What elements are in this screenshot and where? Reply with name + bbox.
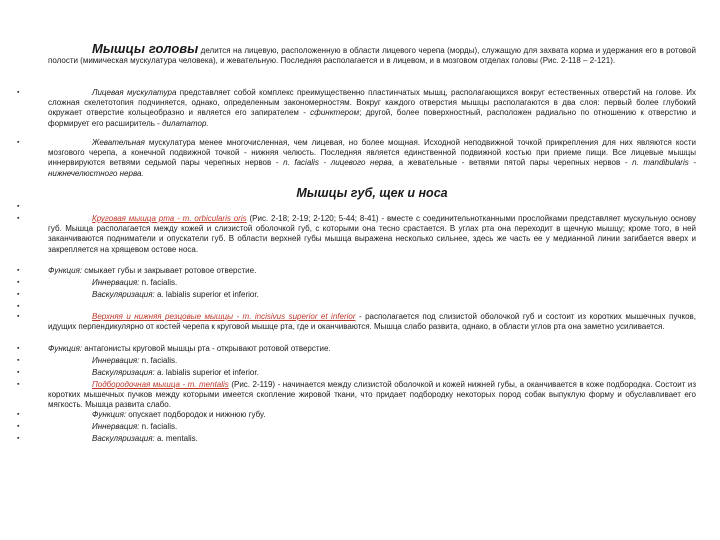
orbicularis-vascularization: Васкуляризация: a. labialis superior et inferior. — [92, 290, 259, 299]
bullet: ▪ — [17, 267, 20, 274]
bullet: ▪ — [17, 303, 20, 310]
bullet: ▪ — [17, 279, 20, 286]
orbicularis-function: Функция: смыкает губы и закрывает ротовое отверстие. — [48, 266, 257, 275]
intro-paragraph: Мышцы головы делится на лицевую, расположенную в области лицевого черепа (морды), служащую для захвата корма и удержания его в ротовой полости (мимическая мускулатура человека), и жевательную. Последняя располагается и в лицевом, и в мозговом отделах головы (Рис. 2-118 – 2-121). — [48, 41, 696, 66]
facial-muscles-paragraph: Лицевая мускулатура представляет собой комплекс преимущественно пластинчатых мышц, располагающихся вокруг естественных отверстий на голове. Их сложная скелетотопия подчиняется, однако, определенным закономерностям. Вокруг каждого отверстия мышцы располагаются в два слоя: первый более глубокий окружает отверстие кольцеобразно и является его запирателем - сфинктером; другой, более поверхностный, расположен радиально по отношению к отверстию и формирует его расширитель - дилататор. — [48, 88, 697, 128]
bullet: ▪ — [17, 369, 20, 376]
heading-muscles-of-head: Мышцы головы — [92, 41, 199, 56]
incisivus-link[interactable]: Верхняя и нижняя резцовые мышцы - m. incisivus superior et inferior — [92, 312, 356, 321]
bullet: ▪ — [17, 203, 20, 210]
bullet: ▪ — [17, 435, 20, 442]
bullet: ▪ — [17, 411, 20, 418]
bullet: ▪ — [17, 291, 20, 298]
mentalis-paragraph: Подбородочная мышца - m. mentalis (Рис. 2-119) - начинается между слизистой оболочкой и кожей нижней губы, а оканчивается в коже подбородка. Состоит из коротких мышечных пучков между которыми имеется скопление жировой ткани, что придает подбородку некоторых пород собак выпуклую форму и обуславливает его мягкость. Мышца развита слабо. — [48, 380, 697, 410]
orbicularis-paragraph: Круговая мышца рта - m. orbicularis oris (Рис. 2-18; 2-19; 2-120; 5-44; 8-41) - вместе с соединительнотканными прослойками представляет мускульную основу губ. Мышца располагается между кожей и слизистой оболочкой губ, с которыми она тесно срастается. В углах рта она переходит в щечную мышцу; кроме того, в ней заканчиваются подниматели и опускатели губ. В области верхней губы мышца выражена несколько сильнее, здесь же часть ее у медианной линии загибается вверх и закрепляется на хрящевом остове носа. — [48, 214, 696, 254]
bullet: ▪ — [17, 357, 20, 364]
incisivus-innervation: Иннервация: n. facialis. — [92, 356, 178, 365]
bullet: ▪ — [17, 381, 20, 388]
mentalis-innervation: Иннервация: n. facialis. — [92, 422, 178, 431]
incisivus-function: Функция: антагонисты круговой мышцы рта - открывают ротовой отверстие. — [48, 344, 331, 353]
incisivus-vascularization: Васкуляризация: a. labialis superior et inferior. — [92, 368, 259, 377]
mentalis-vascularization: Васкуляризация: a. mentalis. — [92, 434, 198, 443]
bullet: ▪ — [17, 423, 20, 430]
orbicularis-innervation: Иннервация: n. facialis. — [92, 278, 178, 287]
bullet: ▪ — [17, 313, 20, 320]
incisivus-paragraph: Верхняя и нижняя резцовые мышцы - m. incisivus superior et inferior - располагается под слизистой оболочкой губ и состоит из коротких мышечных пучков, идущих перпендикулярно от костей черепа к круговой мышце рта, где и оканчиваются. Мышца слабо развита, однако, в области углов рта она заметно усиливается. — [48, 312, 696, 332]
bullet: ▪ — [17, 89, 20, 96]
mentalis-link[interactable]: Подбородочная мышца - m. mentalis — [92, 380, 229, 389]
bullet: ▪ — [17, 345, 20, 352]
orbicularis-link[interactable]: Круговая мышца рта - m. orbicularis oris — [92, 214, 247, 223]
chewing-muscles-paragraph: Жевательная мускулатура менее многочисленная, чем лицевая, но более мощная. Исходной неподвижной точкой прикрепления для них являются кости мозгового черепа, а конечной подвижной точкой - нижняя челюсть. Последняя является единственной подвижной костью при приеме пищи. Все лицевые мышцы иннервируются ветвями седьмой пары черепных нервов - n. facialis - лицевого нерва, а жевательные - ветвями пятой пары черепных нервов - n. mandibularis - нижнечелюстного нерва. — [48, 138, 697, 178]
mentalis-function: Функция: опускает подбородок и нижнюю губу. — [92, 410, 266, 419]
section-title: Мышцы губ, щек и носа — [296, 186, 448, 200]
bullet: ▪ — [17, 215, 20, 222]
bullet: ▪ — [17, 139, 20, 146]
